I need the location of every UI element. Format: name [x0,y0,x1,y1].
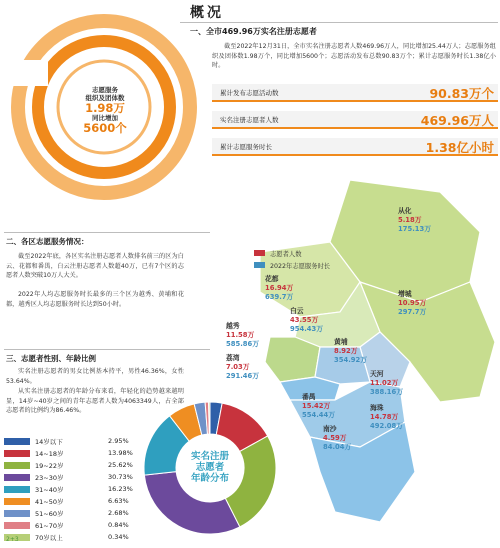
district-label-huangpu: 黄埔 8.92万 354.92万 [334,338,368,364]
legend-percent-label: 2.95% [108,437,129,445]
section2-divider [4,232,210,233]
org-count-summary [74,86,136,135]
stat-row-volunteers [212,111,498,129]
legend-label-volunteers: 志愿者人数 [270,251,302,258]
pie-center-line1: 实名注册 [190,451,229,462]
legend-percent-label: 30.73% [108,473,133,481]
section2-title: 二、各区志愿服务情况： [6,237,89,246]
section3-divider [4,349,210,350]
section1-title: 一、全市469.96万实名注册志愿者 [190,27,317,36]
district-label-zengcheng: 增城 10.95万 297.7万 [398,290,427,316]
section1-body: 截至2022年12月31日，全市实名注册志愿者人数469.96万人，同比增加25.44万人；志愿服务组织及团体数1.98万个，同比增加5600个；志愿活动发布总数90.83万个；累计志愿服务时长1.38亿小时。 [212,43,496,70]
page-number: 2+3 [6,536,19,543]
district-label-baiyun: 白云 43.55万 954.43万 [290,307,324,333]
legend-percent-label: 25.62% [108,461,133,469]
legend-row [4,460,144,472]
legend-swatch [4,438,30,445]
legend-category-label: 14岁以下 [35,438,63,446]
header-divider [180,22,498,23]
map-region-yuexiu-liwan [265,337,320,382]
legend-swatch [4,498,30,505]
legend-swatch-volunteers [254,250,265,256]
legend-category-label: 70岁以上 [35,534,63,542]
stat-row-hours [212,138,498,156]
legend-swatch [4,486,30,493]
legend-row [4,448,144,460]
legend-category-label: 23~30岁 [35,474,64,482]
pie-center-line2: 志愿者 [195,462,225,473]
legend-row [4,436,144,448]
legend-row [4,496,144,508]
legend-category-label: 19~22岁 [35,462,64,470]
legend-swatch [4,522,30,529]
section3-title: 三、志愿者性别、年龄比例 [6,354,96,363]
legend-swatch-hours [254,262,265,268]
legend-row [4,508,144,520]
stat-label: 实名注册志愿者人数 [220,116,279,124]
pie-center-label [180,451,240,484]
stat-value: 469.96万人 [420,113,494,128]
district-label-nansha: 南沙 4.59万 84.04万 [323,425,352,451]
pie-center-line3: 年龄分布 [190,473,229,484]
ring-label-line1: 志愿服务 [92,86,118,94]
section2-body2: 2022年人均志愿服务时长最多的三个区为越秀、黄埔和花都，越秀区人均志愿服务时长达到50小时。 [6,291,184,308]
district-label-huadu: 花都 16.94万 639.7万 [265,275,294,301]
org-increase-value: 5600个 [83,121,127,135]
stat-value: 1.38亿小时 [425,140,494,155]
ring-label-line3: 同比增加 [92,114,118,122]
district-label-yuexiu: 越秀 11.58万 585.86万 [226,322,260,348]
legend-percent-label: 6.63% [108,497,129,505]
legend-swatch [4,450,30,457]
page-title: 概况 [190,5,224,21]
district-label-tianhe: 天河 11.02万 388.16万 [370,370,404,396]
org-count-value: 1.98万 [85,101,125,115]
legend-percent-label: 0.84% [108,521,129,529]
legend-swatch [4,474,30,481]
legend-row [4,472,144,484]
legend-swatch [4,462,30,469]
legend-category-label: 14~18岁 [35,450,64,458]
district-label-liwan: 荔湾 7.03万 291.46万 [226,354,260,380]
legend-percent-label: 16.23% [108,485,133,493]
legend-percent-label: 13.98% [108,449,133,457]
section3-body2: 从实名注册志愿者的年龄分布来看，年轻化的趋势越来越明显，14岁~40岁之间的青年志愿者人数为4063349人，占全部志愿者的比例约为86.46%。 [6,388,184,415]
legend-row [4,520,144,532]
legend-label-hours: 2022年志愿服务时长 [270,263,331,270]
legend-percent-label: 2.68% [108,509,129,517]
legend-category-label: 41~50岁 [35,498,64,506]
stat-row-activities [212,84,498,102]
section2-body1: 截至2022年底，各区实名注册志愿者人数排名前三的区为白云、花都和番禺，白云注册志愿者人数超40万，已有7个区的志愿者人数突破10万人大关。 [6,253,184,280]
ring-gap-mask [0,60,48,86]
ring-label-line2: 组织及团体数 [85,94,125,102]
district-label-haizhu: 海珠 14.78万 492.08万 [370,404,404,430]
section3-body1: 实名注册志愿者的男女比例基本持平，男性46.36%，女性53.64%。 [6,368,184,385]
legend-swatch [4,510,30,517]
stat-label: 累计发布志愿活动数 [220,89,279,97]
stat-label: 累计志愿服务时长 [220,143,272,151]
district-label-conghua: 从化 5.18万 175.13万 [398,207,432,233]
district-label-panyu: 番禺 15.42万 554.44万 [302,393,336,419]
legend-row [4,532,144,544]
legend-row [4,484,144,496]
legend-category-label: 51~60岁 [35,510,64,518]
legend-percent-label: 0.34% [108,533,129,541]
stat-value: 90.83万个 [429,86,494,101]
legend-category-label: 31~40岁 [35,486,64,494]
legend-category-label: 61~70岁 [35,522,64,530]
pie-slice [209,402,210,434]
